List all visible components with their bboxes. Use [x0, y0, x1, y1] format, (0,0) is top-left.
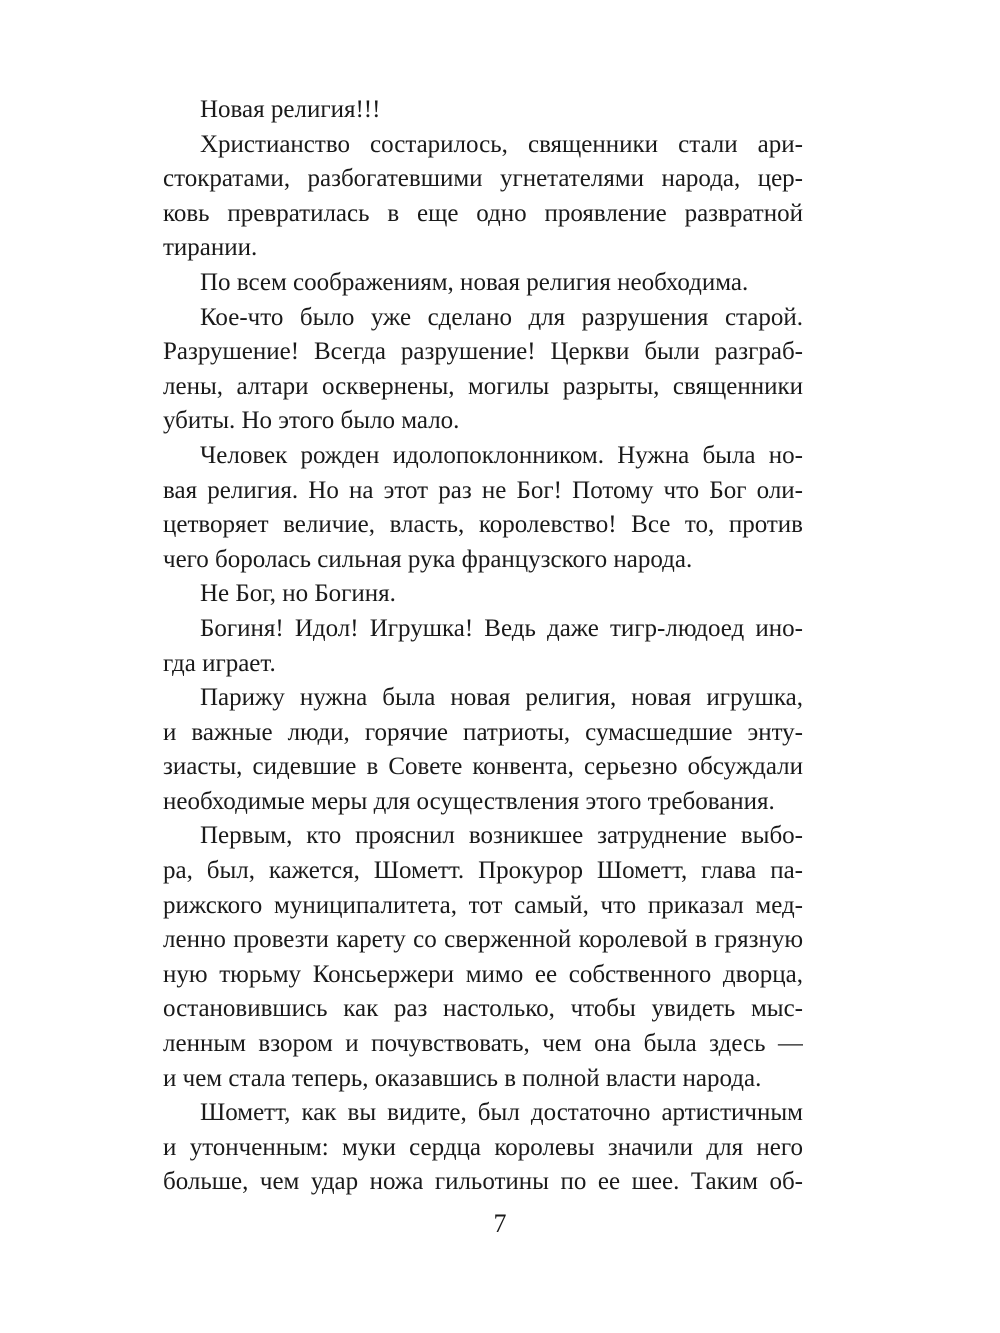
text-line: Богиня! Идол! Игрушка! Ведь даже тигр-людоед ино- — [200, 614, 803, 642]
text-line: По всем соображениям, новая религия необходима. — [200, 268, 749, 296]
text-line: Христианство состарилось, священники стали ари- — [200, 130, 803, 158]
text-line: вая религия. Но на этот раз не Бог! Потому что Бог оли- — [163, 476, 803, 504]
text-line: Первым, кто прояснил возникшее затруднение выбо- — [200, 822, 803, 850]
text-line: Парижу нужна была новая религия, новая игрушка, — [200, 684, 803, 712]
text-line: зиасты, сидевшие в Совете конвента, серьезно обсуждали — [163, 753, 803, 781]
text-line: гда играет. — [163, 649, 276, 677]
text-line: убиты. Но этого было мало. — [163, 407, 460, 435]
page-number: 7 — [493, 1209, 507, 1238]
text-line: цетворяет величие, власть, королевство! Все то, против — [163, 511, 803, 539]
text-line: рижского муниципалитета, тот самый, что приказал мед- — [163, 891, 803, 919]
text-line: стократами, разбогатевшими угнетателями народа, цер- — [163, 165, 803, 193]
text-line: и чем стала теперь, оказавшись в полной власти народа. — [163, 1064, 762, 1092]
text-line: ленным взором и почувствовать, чем она была здесь — — [163, 1030, 803, 1058]
text-line: и важные люди, горячие патриоты, сумасшедшие энту- — [163, 718, 803, 746]
text-line: ра, был, кажется, Шометт. Прокурор Шометт, глава па- — [163, 857, 803, 885]
page-text — [163, 93, 803, 1200]
text-line: Шометт, как вы видите, был достаточно артистичным — [200, 1099, 803, 1127]
text-line: чего боролась сильная рука французского народа. — [163, 545, 693, 573]
text-line: ленно провезти карету со сверженной королевой в грязную — [163, 926, 803, 954]
text-line: остановившись как раз настолько, чтобы увидеть мыс- — [163, 995, 803, 1023]
text-line: ную тюрьму Консьержери мимо ее собственного дворца, — [163, 960, 803, 988]
text-line: Разрушение! Всегда разрушение! Церкви были разграб- — [163, 338, 803, 366]
text-line: лены, алтари осквернены, могилы разрыты, священники — [163, 372, 803, 400]
text-line: необходимые меры для осуществления этого требования. — [163, 787, 775, 815]
text-line: Кое-что было уже сделано для разрушения старой. — [200, 303, 803, 331]
text-line: Новая религия!!! — [200, 96, 381, 123]
text-line: Не Бог, но Богиня. — [200, 580, 396, 608]
text-line: тирании. — [163, 234, 258, 262]
text-line: Человек рожден идолопоклонником. Нужна была но- — [200, 441, 803, 469]
text-line: больше, чем удар ножа гильотины по ее шее. Таким об- — [163, 1168, 803, 1196]
text-line: ковь превратилась в еще одно проявление развратной — [163, 199, 803, 227]
text-line: и утонченным: муки сердца королевы значили для него — [163, 1133, 803, 1161]
